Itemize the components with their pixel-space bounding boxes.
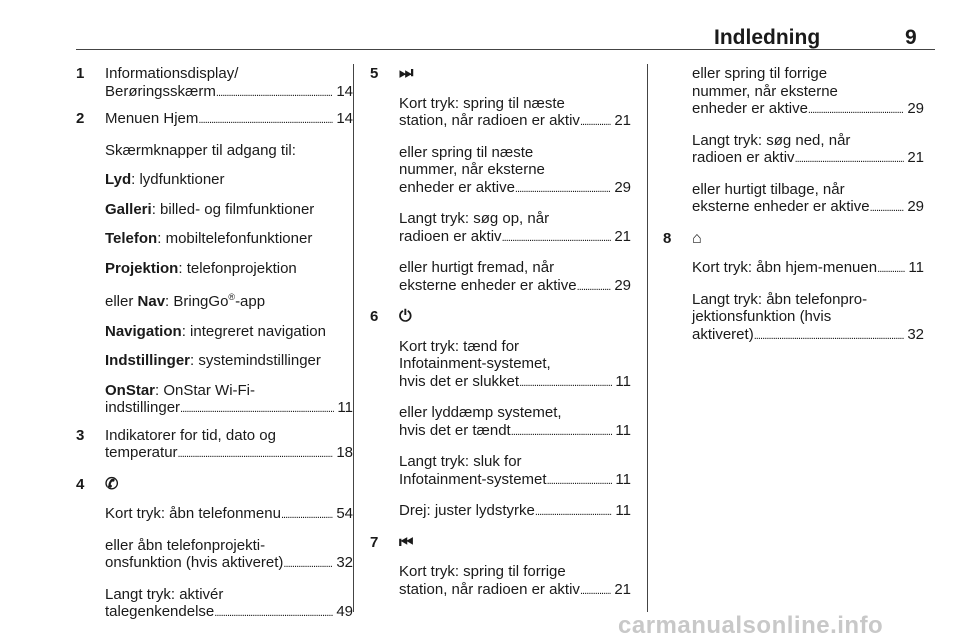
- item-text: Menuen Hjem: [105, 110, 199, 127]
- item-text: eller åbn telefonprojekti-: [105, 536, 266, 554]
- item-number: 7: [370, 533, 379, 551]
- list-item-1: [76, 65, 353, 102]
- next-track-icon: ⏭: [399, 65, 414, 82]
- item-text: eksterne enheder er aktive: [692, 198, 870, 215]
- item-text: station, når radioen er aktiv: [399, 112, 580, 129]
- item-text: Informationsdisplay/: [105, 65, 239, 82]
- entry-lyd: [105, 171, 353, 189]
- desc: indstillinger: [105, 399, 181, 416]
- page-ref[interactable]: 29: [614, 178, 631, 196]
- page-ref[interactable]: 21: [614, 112, 631, 129]
- entry-galleri: [105, 201, 353, 219]
- term: Nav: [137, 293, 166, 310]
- page-ref[interactable]: 11: [615, 421, 631, 439]
- item-text: hvis det er slukket: [399, 372, 520, 390]
- registered-mark: ®: [228, 292, 236, 302]
- entry-navigation: [105, 323, 353, 341]
- home-icon: ⌂: [692, 229, 702, 247]
- item-text: radioen er aktiv: [399, 227, 502, 245]
- item-text: Indikatorer for tid, dato og: [105, 426, 276, 444]
- list-item-2: [76, 110, 353, 130]
- page-ref[interactable]: 11: [615, 372, 631, 390]
- page-ref[interactable]: 14: [336, 110, 353, 127]
- column-divider-1: [353, 64, 354, 612]
- page-ref[interactable]: 29: [614, 276, 631, 294]
- item-text: Berøringsskærm: [105, 82, 216, 100]
- term: Navigation: [105, 322, 182, 340]
- item-text: eller spring til forrige: [692, 65, 828, 82]
- item-number: 5: [370, 65, 379, 82]
- item-number: 2: [76, 110, 85, 127]
- item-text: Kort tryk: åbn hjem-menuen: [692, 259, 878, 276]
- list-item-4: [76, 475, 353, 494]
- desc: : lydfunktioner: [131, 171, 225, 188]
- term: Galleri: [105, 200, 152, 218]
- page-ref[interactable]: 21: [614, 227, 631, 245]
- item-text: eller lyddæmp systemet,: [399, 404, 562, 421]
- column-3: [663, 65, 924, 345]
- item-text: jektionsfunktion (hvis: [692, 308, 832, 325]
- page-ref[interactable]: 21: [614, 580, 631, 598]
- page-ref[interactable]: 11: [908, 259, 924, 276]
- power-icon: ⏻: [399, 308, 412, 325]
- item-text: temperatur: [105, 444, 178, 461]
- item-text: talegenkendelse: [105, 603, 215, 620]
- item-text: Kort tryk: tænd for: [399, 337, 520, 355]
- previous-track-icon: ⏮: [399, 533, 414, 551]
- page-ref[interactable]: 21: [907, 149, 924, 166]
- desc: : OnStar Wi-Fi-: [155, 381, 256, 399]
- item-text: eller hurtigt fremad, når: [399, 259, 555, 276]
- desc: : integreret navigation: [181, 322, 326, 340]
- page-ref[interactable]: 11: [615, 470, 631, 488]
- item-text: enheder er aktive: [399, 178, 515, 196]
- header-rule: [76, 49, 935, 50]
- item-text: nummer, når eksterne: [692, 82, 838, 100]
- screen-buttons-intro: Skærmknapper til adgang til:: [105, 141, 296, 159]
- item-text: Langt tryk: sluk for: [399, 453, 522, 470]
- desc: : mobiltelefonfunktioner: [157, 230, 313, 247]
- page-ref[interactable]: 49: [336, 603, 353, 620]
- watermark: carmanualsonline.info: [618, 612, 884, 639]
- entry-onstar: [105, 382, 353, 419]
- item-text: station, når radioen er aktiv: [399, 580, 580, 598]
- item-text: eksterne enheder er aktive: [399, 276, 577, 294]
- item-text: Kort tryk: spring til næste: [399, 94, 565, 112]
- item-number: 8: [663, 229, 672, 247]
- page-ref[interactable]: 32: [907, 325, 924, 343]
- list-item-7: [370, 533, 631, 552]
- item-text: Kort tryk: åbn telefonmenu: [105, 505, 281, 522]
- column-1: [76, 65, 353, 623]
- page-ref[interactable]: 11: [337, 399, 353, 416]
- item-number: 6: [370, 308, 379, 325]
- page-ref[interactable]: 18: [336, 444, 353, 461]
- page-ref[interactable]: 29: [907, 198, 924, 215]
- page-ref[interactable]: 54: [336, 505, 353, 522]
- page-ref[interactable]: 32: [336, 554, 353, 571]
- item-number: 4: [76, 475, 85, 493]
- desc: : billed- og filmfunktioner: [151, 200, 315, 218]
- entry-indstillinger: [105, 352, 353, 370]
- desc: eller: [105, 293, 138, 310]
- desc: : telefonprojektion: [178, 259, 297, 277]
- page-ref[interactable]: 29: [907, 100, 924, 117]
- phone-icon: ✆: [105, 475, 119, 493]
- item-text: hvis det er tændt: [399, 421, 511, 439]
- page-ref[interactable]: 11: [615, 502, 631, 519]
- term: Lyd: [105, 171, 132, 188]
- page-number: 9: [905, 26, 917, 49]
- item-text: Infotainment-systemet,: [399, 355, 551, 372]
- item-text: Langt tryk: søg op, når: [399, 210, 550, 227]
- column-2: [370, 65, 631, 600]
- entry-telefon: [105, 230, 353, 248]
- item-text: nummer, når eksterne: [399, 161, 545, 178]
- page-ref[interactable]: 14: [336, 82, 353, 100]
- entry-nav: [105, 289, 353, 311]
- term: Telefon: [105, 230, 158, 247]
- term: OnStar: [105, 381, 156, 399]
- item-text: eller spring til næste: [399, 143, 534, 161]
- item-text: Drej: juster lydstyrke: [399, 502, 535, 519]
- term: Projektion: [105, 259, 179, 277]
- page-header-title: Indledning: [714, 26, 821, 49]
- item-text: Langt tryk: åbn telefonpro-: [692, 290, 868, 308]
- list-item-3: [76, 426, 353, 464]
- item-text: enheder er aktive: [692, 100, 808, 117]
- item-number: 1: [76, 65, 85, 82]
- item-text: Langt tryk: søg ned, når: [692, 131, 851, 149]
- item-text: Langt tryk: aktivér: [105, 585, 224, 603]
- item-text: aktiveret): [692, 325, 754, 343]
- item-text: radioen er aktiv: [692, 149, 795, 166]
- column-divider-2: [647, 64, 648, 612]
- term: Indstillinger: [105, 352, 191, 369]
- list-item-8: [663, 229, 924, 248]
- list-item-5: [370, 65, 631, 83]
- desc: : BringGo: [165, 293, 229, 310]
- entry-projektion: [105, 260, 353, 278]
- item-text: eller hurtigt tilbage, når: [692, 180, 845, 198]
- item-text: Kort tryk: spring til forrige: [399, 563, 566, 580]
- desc: : systemindstillinger: [190, 352, 321, 369]
- item-number: 3: [76, 426, 85, 444]
- item-text: onsfunktion (hvis aktiveret): [105, 554, 284, 571]
- desc: -app: [235, 293, 266, 310]
- list-item-6: [370, 308, 631, 326]
- item-text: Infotainment-systemet: [399, 470, 547, 488]
